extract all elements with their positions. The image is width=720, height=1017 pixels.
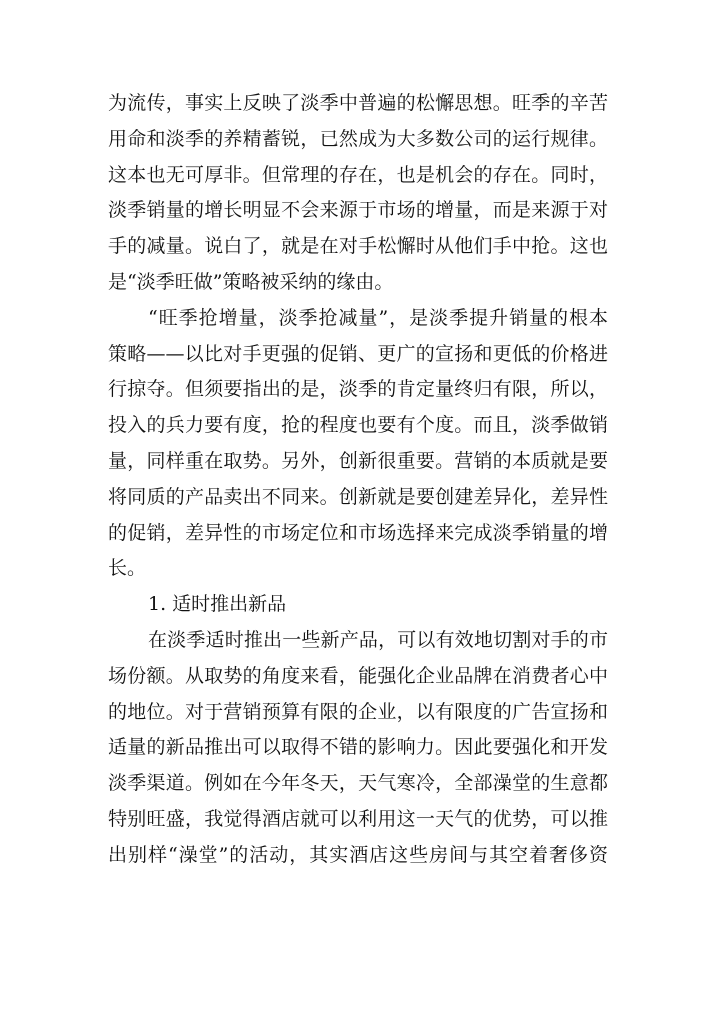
paragraph <box>108 301 608 587</box>
text-line: 出别样“澡堂”的活动，其实酒店这些房间与其空着奢侈资 <box>108 843 608 866</box>
text-line: 为流传，事实上反映了淡季中普遍的松懈思想。旺季的辛苦 <box>108 92 608 114</box>
paragraph <box>108 623 608 874</box>
text-line: 淡季销量的增长明显不会来源于市场的增量，而是来源于对 <box>108 199 608 222</box>
text-line: 长。 <box>108 557 147 580</box>
text-line: 手的减量。说白了，就是在对手松懈时从他们手中抢。这也 <box>108 235 608 258</box>
text-line: 将同质的产品卖出不同来。创新就是要创建差异化，差异性 <box>108 485 608 508</box>
body-text <box>108 86 608 874</box>
paragraph <box>108 86 608 301</box>
text-line: 场份额。从取势的角度来看，能强化企业品牌在消费者心中 <box>108 664 608 687</box>
text-line: 行掠夺。但须要指出的是，淡季的肯定量终归有限，所以， <box>108 378 608 401</box>
text-line: “旺季抢增量，淡季抢减量”，是淡季提升销量的根本 <box>148 306 608 329</box>
text-line: 淡季渠道。例如在今年冬天，天气寒冷，全部澡堂的生意都 <box>108 772 608 795</box>
text-line: 策略——以比对手更强的促销、更广的宣扬和更低的价格进 <box>108 342 608 365</box>
text-line: 的促销，差异性的市场定位和市场选择来完成淡季销量的增 <box>108 521 608 544</box>
text-line: 投入的兵力要有度，抢的程度也要有个度。而且，淡季做销 <box>108 414 608 437</box>
heading-line: 1. 适时推出新品 <box>148 593 287 616</box>
text-line: 这本也无可厚非。但常理的存在，也是机会的存在。同时， <box>108 163 608 186</box>
text-line: 用命和淡季的养精蓄锐，已然成为大多数公司的运行规律。 <box>108 127 608 150</box>
text-line: 在淡季适时推出一些新产品，可以有效地切割对手的市 <box>148 628 608 651</box>
text-line: 特别旺盛，我觉得酒店就可以利用这一天气的优势，可以推 <box>108 807 608 830</box>
text-line: 适量的新品推出可以取得不错的影响力。因此要强化和开发 <box>108 736 608 759</box>
section-heading <box>108 587 608 623</box>
text-line: 量，同样重在取势。另外，创新很重要。营销的本质就是要 <box>108 449 608 472</box>
text-line: 的地位。对于营销预算有限的企业，以有限度的广告宣扬和 <box>108 700 608 723</box>
text-line: 是“淡季旺做”策略被采纳的缘由。 <box>108 270 394 293</box>
